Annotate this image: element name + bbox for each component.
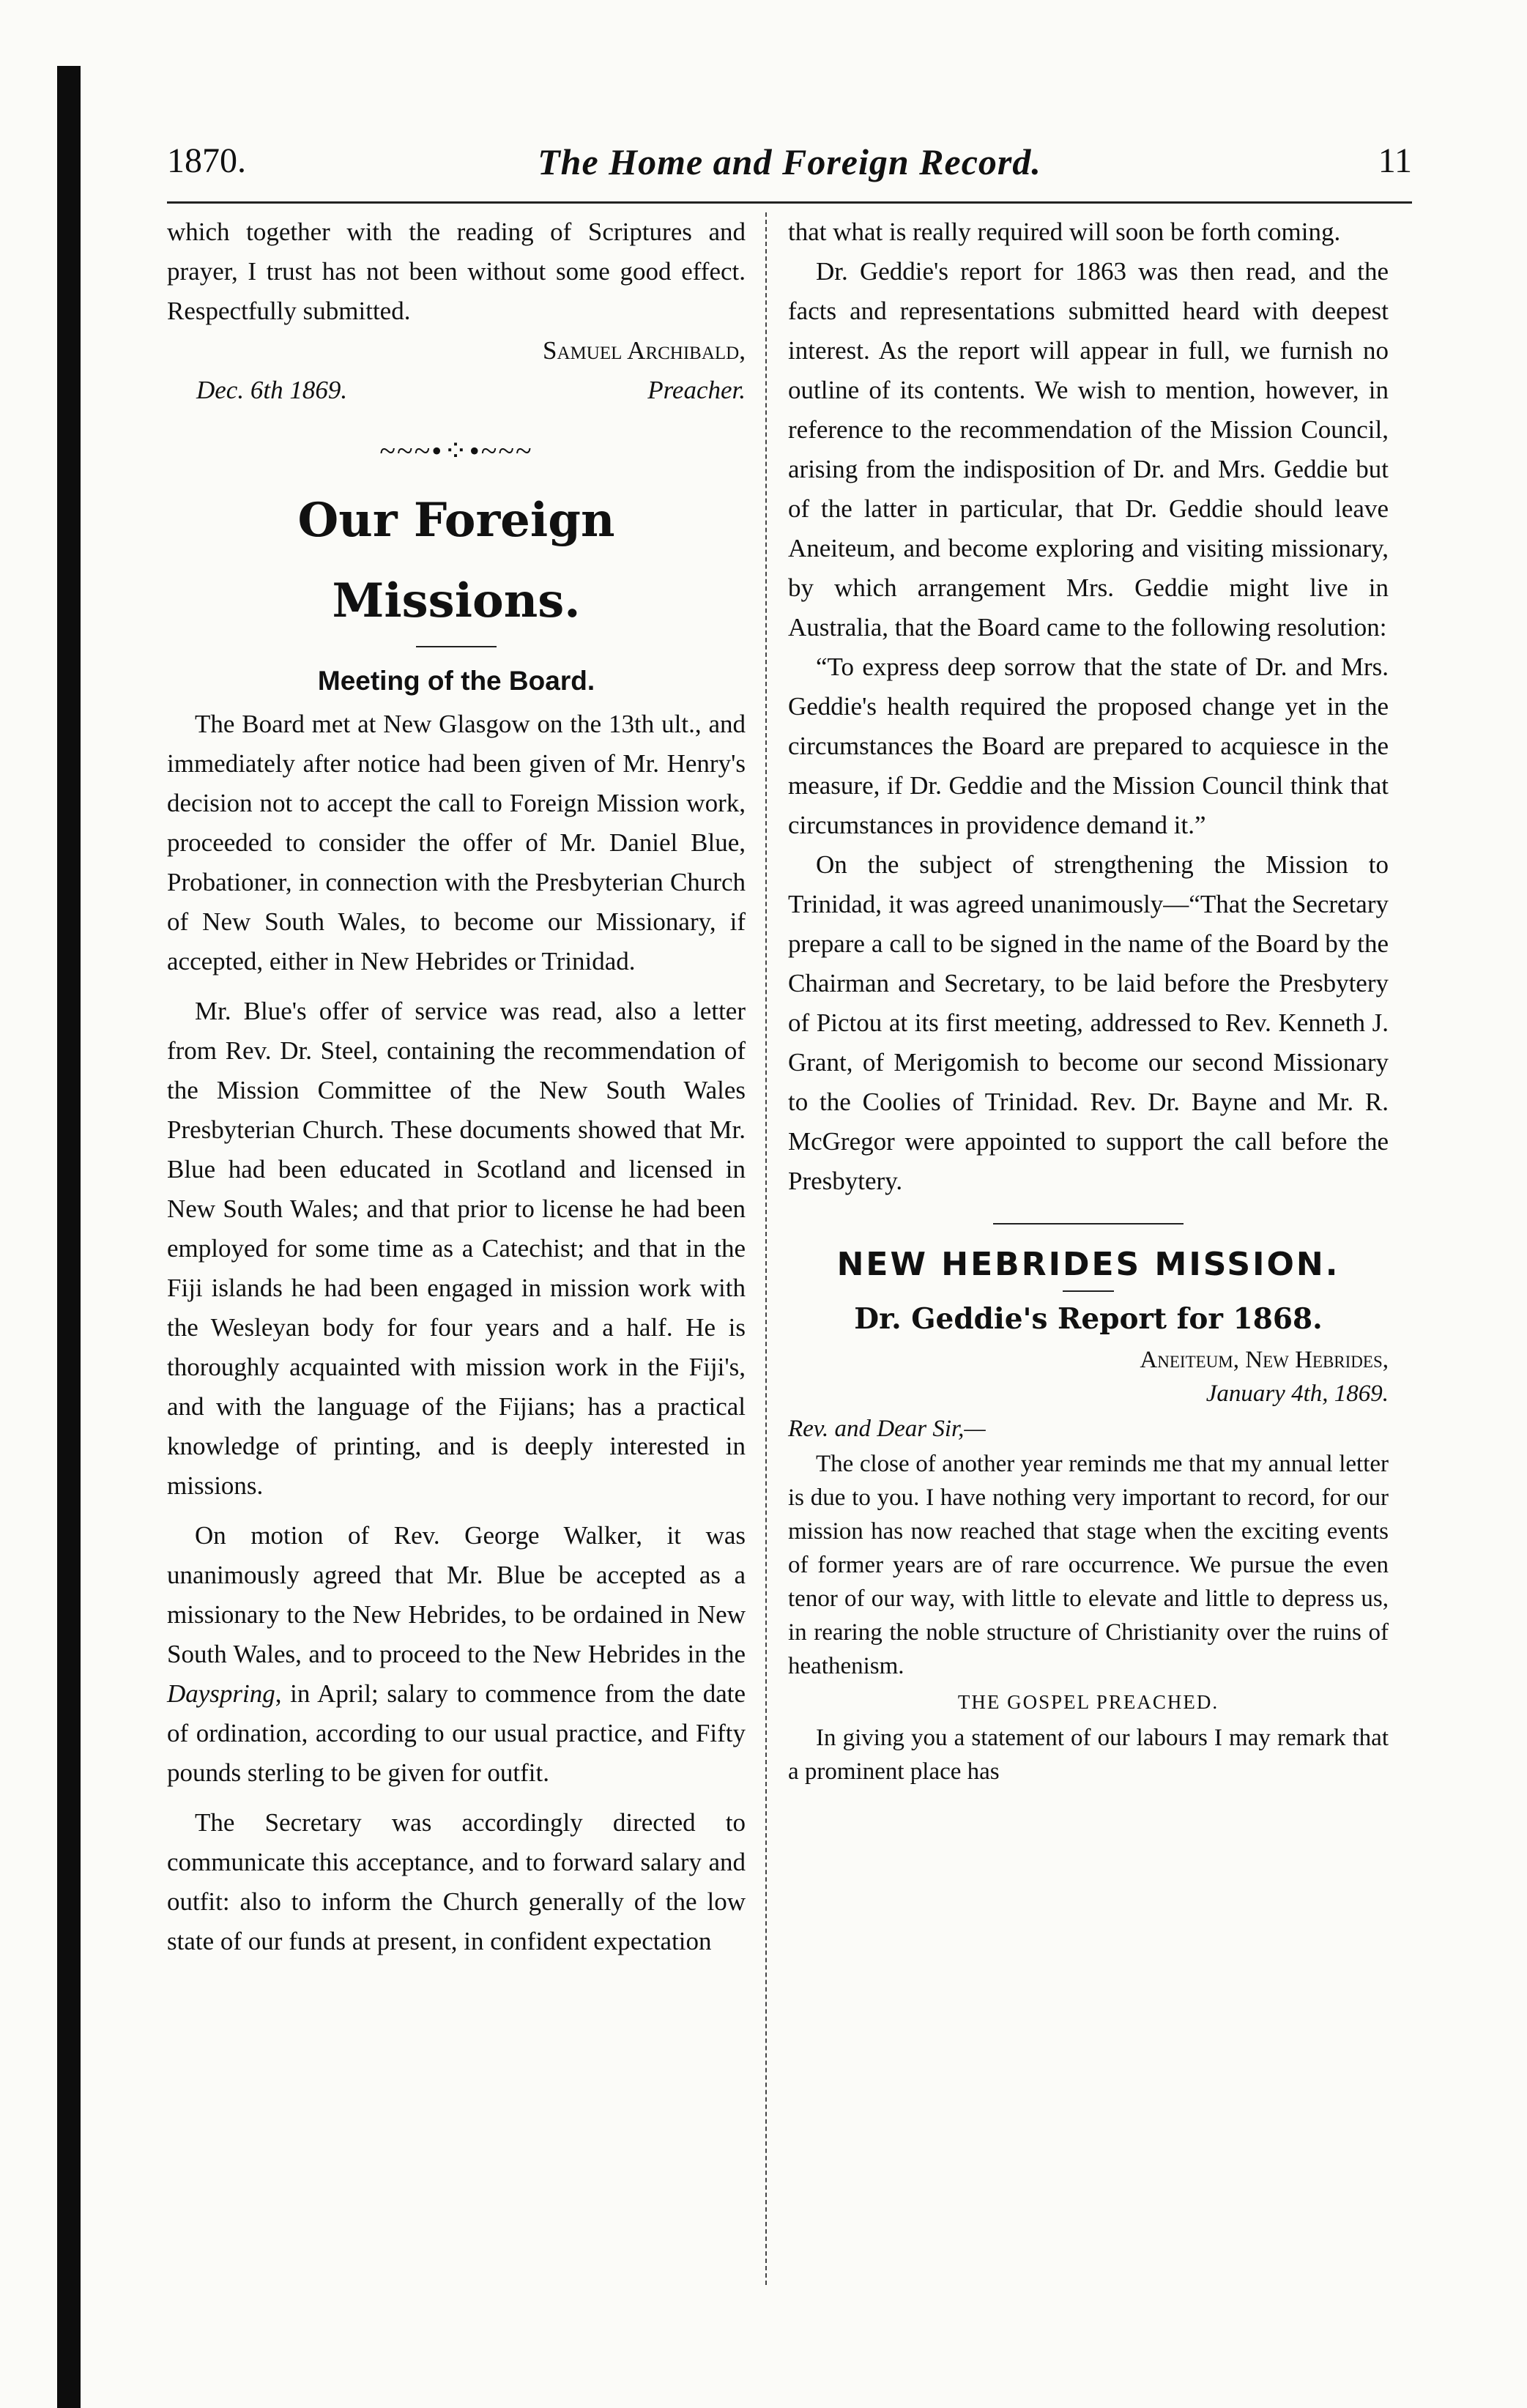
page-header xyxy=(167,141,1412,199)
report-title: Dr. Geddie's Report for 1868. xyxy=(854,1302,1323,1336)
mission-rule xyxy=(993,1223,1184,1225)
signature-date: Dec. 6th 1869. xyxy=(196,376,348,404)
header-rule xyxy=(167,201,1412,204)
left-column xyxy=(167,212,746,1961)
meeting-paragraph-3 xyxy=(167,1516,746,1793)
trinidad-paragraph: On the subject of strengthening the Mission to Trinidad, it was agreed unanimously—“That the Secretary prepare a call to be signed in the name of the Board by the Chairman and Secretary, to be laid before the Presbytery of Pictou at its first meeting, addressed to Rev. Kenneth J. Grant, of Merigomish to become our second Missionary to the Coolies of Trinidad. Rev. Dr. Bayne and Mr. R. McGregor were appointed to support the call before the Presbytery. xyxy=(788,850,1389,1195)
meeting-heading: Meeting of the Board. xyxy=(317,666,595,696)
section-title: Our Foreign Missions. xyxy=(297,493,615,628)
signature-role: Preacher. xyxy=(647,376,746,404)
mission-heading: NEW HEBRIDES MISSION. xyxy=(836,1246,1340,1283)
right-opening-paragraph: that what is really required will soon be forth coming. xyxy=(788,218,1341,246)
meeting-paragraph-1: The Board met at New Glasgow on the 13th ult., and immediately after notice had been given of Mr. Henry's decision not to accept the call to Foreign Mission work, proceeded to consider the offer of Mr. Daniel Blue, Probationer, in connection with the Presbyterian Church of New South Wales, to become our Missionary, if accepted, either in New Hebrides or Trinidad. xyxy=(167,710,746,976)
motion-text-b: , in April; salary to commence from the date of ordination, according to our usual practice, and Fifty pounds sterling to be given for outfit. xyxy=(167,1679,746,1787)
signature-name: Samuel Archibald, xyxy=(543,336,746,365)
report-paragraph-2: In giving you a statement of our labours I may remark that a prominent place has xyxy=(788,1725,1389,1785)
resolution-paragraph: “To express deep sorrow that the state of Dr. and Mrs. Geddie's health required the proposed change yet in the circumstances the Board are prepared to acquiesce in the measure, if Dr. Geddie and the Mission Council think that circumstances in providence demand it.” xyxy=(788,653,1389,839)
mission-subrule xyxy=(1063,1290,1114,1292)
signature-line xyxy=(167,371,746,410)
header-title: The Home and Foreign Record. xyxy=(538,141,1041,182)
report-place: Aneiteum, New Hebrides, xyxy=(1140,1347,1389,1373)
report-paragraph-1: The close of another year reminds me that my annual letter is due to you. I have nothing very important to record, for our mission has now reached that stage when the exciting events of former years are of rare occurrence. We pursue the even tenor of our way, with little to elevate and little to depress us, in rearing the noble structure of Christianity over the ruins of heathenism. xyxy=(788,1451,1389,1679)
ornament-divider: ~~~•⁘•~~~ xyxy=(379,434,533,467)
page-number: 11 xyxy=(1378,141,1412,180)
left-opening-paragraph: which together with the reading of Scriptures and prayer, I trust has not been without some good effect. Respectfully submitted. xyxy=(167,218,746,325)
ship-name: Dayspring xyxy=(167,1679,275,1708)
gospel-heading: THE GOSPEL PREACHED. xyxy=(957,1691,1219,1713)
section-rule xyxy=(416,646,497,647)
right-column xyxy=(788,212,1389,1788)
report-read-paragraph: Dr. Geddie's report for 1863 was then read, and the facts and representations submitted heard with deepest interest. As the report will appear in full, we furnish no outline of its contents. We wish to mention, however, in reference to the recommendation of the Mission Council, arising from the indisposition of Dr. and Mrs. Geddie but of the latter in particular, that Dr. Geddie should leave Aneiteum, and become exploring and visiting missionary, by which arrangement Mrs. Geddie might live in Australia, that the Board came to the following resolution: xyxy=(788,257,1389,642)
meeting-paragraph-2: Mr. Blue's offer of service was read, also a letter from Rev. Dr. Steel, containing the recommendation of the Mission Committee of the New South Wales Presbyterian Church. These documents showed that Mr. Blue had been educated in Scotland and licensed in New South Wales; and that prior to license he had been employed for some time as a Catechist; and that in the Fiji islands he had been engaged in mission work with the Wesleyan body for four years and a half. He is thoroughly acquainted with mission work in the Fiji's, and with the language of the Fijians; has a practical knowledge of printing, and is deeply interested in missions. xyxy=(167,997,746,1500)
meeting-paragraph-4: The Secretary was accordingly directed to communicate this acceptance, and to forward salary and outfit: also to inform the Church generally of the low state of our funds at present, in confident expectation xyxy=(167,1808,746,1955)
book-binding-edge xyxy=(57,66,81,2408)
report-date: January 4th, 1869. xyxy=(1205,1380,1389,1407)
header-year: 1870. xyxy=(167,141,246,180)
salutation: Rev. and Dear Sir,— xyxy=(788,1416,986,1442)
column-divider xyxy=(765,212,767,2285)
motion-text-a: On motion of Rev. George Walker, it was unanimously agreed that Mr. Blue be accepted as a missionary to the New Hebrides, to be ordained in New South Wales, and to proceed to the New Hebrides in the xyxy=(167,1521,746,1668)
